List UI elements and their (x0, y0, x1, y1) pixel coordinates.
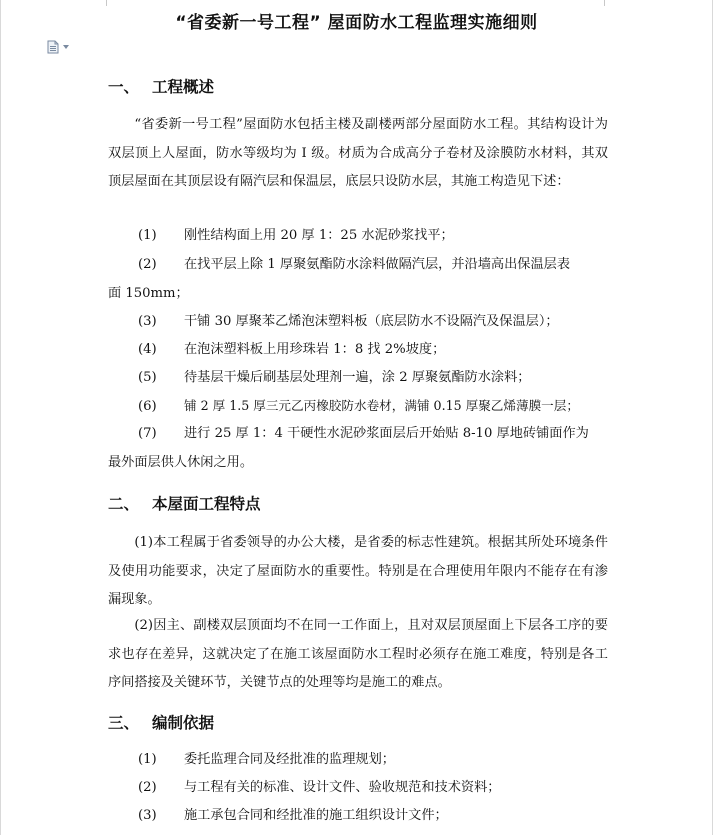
list-item (108, 746, 608, 775)
list-item (108, 251, 608, 308)
section-number: 三、 (108, 714, 140, 732)
list-item (108, 308, 608, 337)
overview-paragraph: “省委新一号工程”屋面防水包括主楼及副楼两部分屋面防水工程。其结构设计为双层顶上人屋面，防水等级均为 I 级。材质为合成高分子卷材及涂膜防水材料，其双顶层屋面在其顶层设有隔汽层和保温层，底层只设防水层，其施工构造见下述： (108, 117, 608, 189)
list-item-mark: (4) (138, 342, 157, 357)
section-title: 本屋面工程特点 (152, 495, 261, 513)
list-item-text: 委托监理合同及经批准的监理规划； (184, 752, 395, 767)
list-item (108, 364, 608, 393)
list-item-mark: (2) (138, 780, 157, 795)
list-item (108, 774, 608, 803)
list-item-mark: (7) (138, 426, 157, 441)
list-item-mark: (3) (138, 808, 157, 823)
list-item-continuation: 最外面层供人休闲之用。 (108, 454, 254, 470)
margin-corner-mark-left (88, 0, 107, 6)
list-item-continuation: 面 150mm； (108, 285, 189, 301)
list-item-text: 刚性结构面上用 20 厚 1：25 水泥砂浆找平； (184, 228, 454, 243)
section-title: 工程概述 (152, 78, 215, 96)
section-heading-features (108, 492, 261, 514)
list-item-mark: (3) (138, 314, 157, 329)
list-item (108, 222, 608, 251)
list-item (108, 802, 608, 831)
chevron-down-icon (63, 45, 69, 49)
document-menu[interactable] (46, 40, 70, 54)
list-item-mark: (5) (138, 370, 157, 385)
list-item-mark: (1) (138, 228, 157, 243)
list-item-text: 待基层干燥后刷基层处理剂一遍，涂 2 厚聚氨酯防水涂料； (184, 370, 531, 385)
list-item-text: 施工承包合同和经批准的施工组织设计文件； (184, 808, 448, 823)
list-item-mark: (6) (138, 399, 157, 414)
section-heading-basis (108, 711, 214, 733)
list-item-text: 铺 2 厚 1.5 厚三元乙丙橡胶防水卷材，满铺 0.15 厚聚乙烯薄膜一层； (184, 398, 579, 413)
section-number: 二、 (108, 495, 140, 513)
section-heading-overview (108, 75, 214, 97)
list-item-mark: (2) (138, 257, 157, 272)
list-item-text: 在泡沫塑料板上用珍珠岩 1：8 找 2%坡度； (184, 342, 446, 357)
section-title: 编制依据 (152, 714, 215, 732)
list-item (108, 336, 608, 365)
section-number: 一、 (108, 78, 140, 96)
features-paragraph-2: (2)因主、副楼双层顶面均不在同一工作面上，且对双层顶屋面上下层各工序的要求也存在差异，这就决定了在施工该屋面防水工程时必须存在施工难度，特别是各工序间搭接及关键环节，关键节点的处理等均是施工的难点。 (108, 618, 608, 690)
list-item-mark: (1) (138, 752, 157, 767)
list-item (108, 392, 608, 422)
document-title: “省委新一号工程” 屋面防水工程监理实施细则 (175, 13, 538, 33)
list-item-text: 进行 25 厚 1：4 干硬性水泥砂浆面层后开始贴 8-10 厚地砖铺面作为 (184, 426, 589, 441)
list-item (108, 420, 608, 477)
document-icon (46, 40, 60, 54)
margin-corner-mark-right (604, 0, 623, 6)
list-item-text: 干铺 30 厚聚苯乙烯泡沫塑料板（底层防水不设隔汽及保温层）； (184, 314, 559, 329)
list-item-text: 与工程有关的标准、设计文件、验收规范和技术资料； (184, 780, 501, 795)
page-edge-left (0, 0, 1, 835)
list-item-text: 在找平层上除 1 厚聚氨酯防水涂料做隔汽层，并沿墙高出保温层表 (184, 257, 571, 272)
features-paragraph-1: (1)本工程属于省委领导的办公大楼，是省委的标志性建筑。根据其所处环境条件及使用功能要求，决定了屋面防水的重要性。特别是在合理使用年限内不能存在有渗漏现象。 (108, 535, 608, 607)
